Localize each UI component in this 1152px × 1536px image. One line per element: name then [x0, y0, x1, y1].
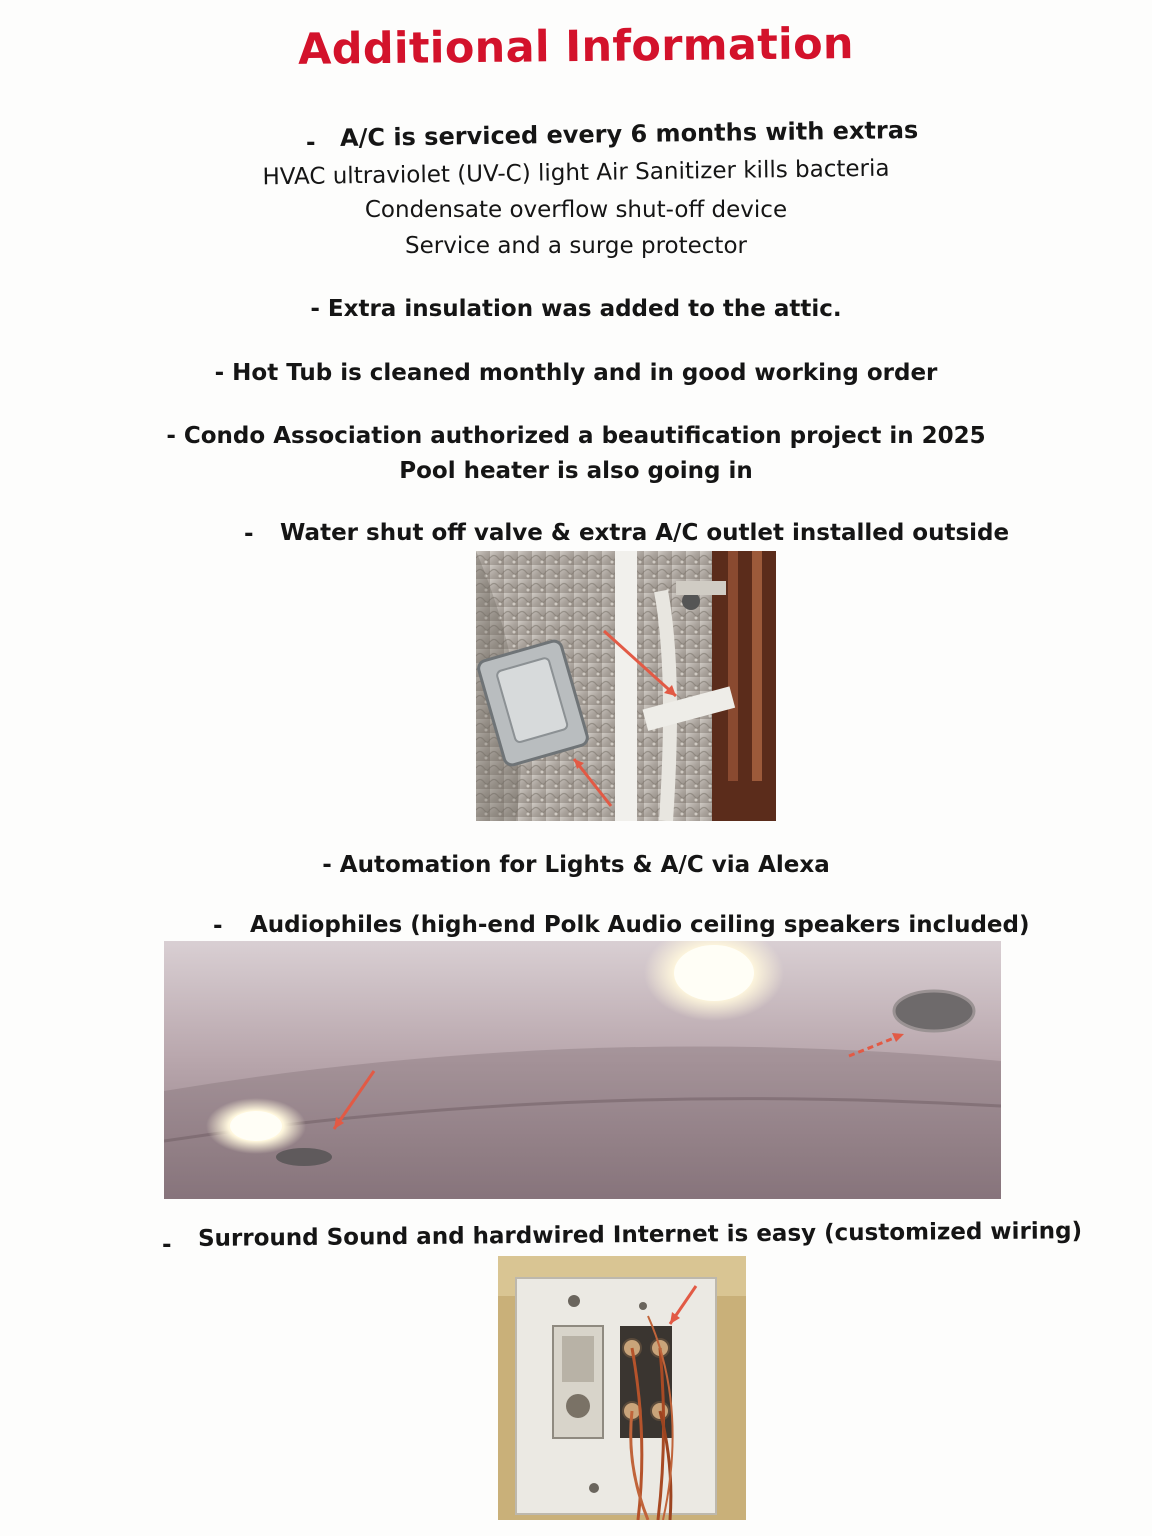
ac-heading: A/C is serviced every 6 months with extras	[339, 115, 919, 153]
ac-detail-condensate: Condensate overflow shut-off device	[364, 197, 788, 223]
automation-line: - Automation for Lights & A/C via Alexa	[322, 852, 830, 878]
condo-line-1: - Condo Association authorized a beautification project in 2025	[166, 423, 986, 449]
condo-line-2: Pool heater is also going in	[399, 458, 753, 484]
photo-icon	[476, 551, 776, 821]
audio-line: Audiophiles (high-end Polk Audio ceiling speakers included)	[250, 912, 1030, 938]
wiring-plate-photo	[498, 1256, 746, 1520]
ac-detail-uv: HVAC ultraviolet (UV-C) light Air Sanitizer kills bacteria	[262, 155, 890, 191]
valve-outlet-photo	[476, 551, 776, 821]
surround-line: Surround Sound and hardwired Internet is easy (customized wiring)	[197, 1218, 1083, 1252]
page-title: Additional Information	[297, 19, 855, 75]
hot-tub-line: - Hot Tub is cleaned monthly and in good working order	[214, 360, 938, 386]
bullet-dash: -	[213, 913, 223, 939]
photo-icon	[164, 941, 1001, 1199]
bullet-dash: -	[244, 521, 254, 547]
bullet-dash: -	[162, 1232, 172, 1258]
insulation-line: - Extra insulation was added to the attic.	[310, 296, 842, 322]
photo-icon	[498, 1256, 746, 1520]
bullet-dash: -	[306, 130, 316, 156]
ceiling-speakers-photo	[164, 941, 1001, 1199]
ac-detail-surge: Service and a surge protector	[405, 233, 747, 259]
water-valve-line: Water shut off valve & extra A/C outlet installed outside	[280, 520, 1010, 546]
